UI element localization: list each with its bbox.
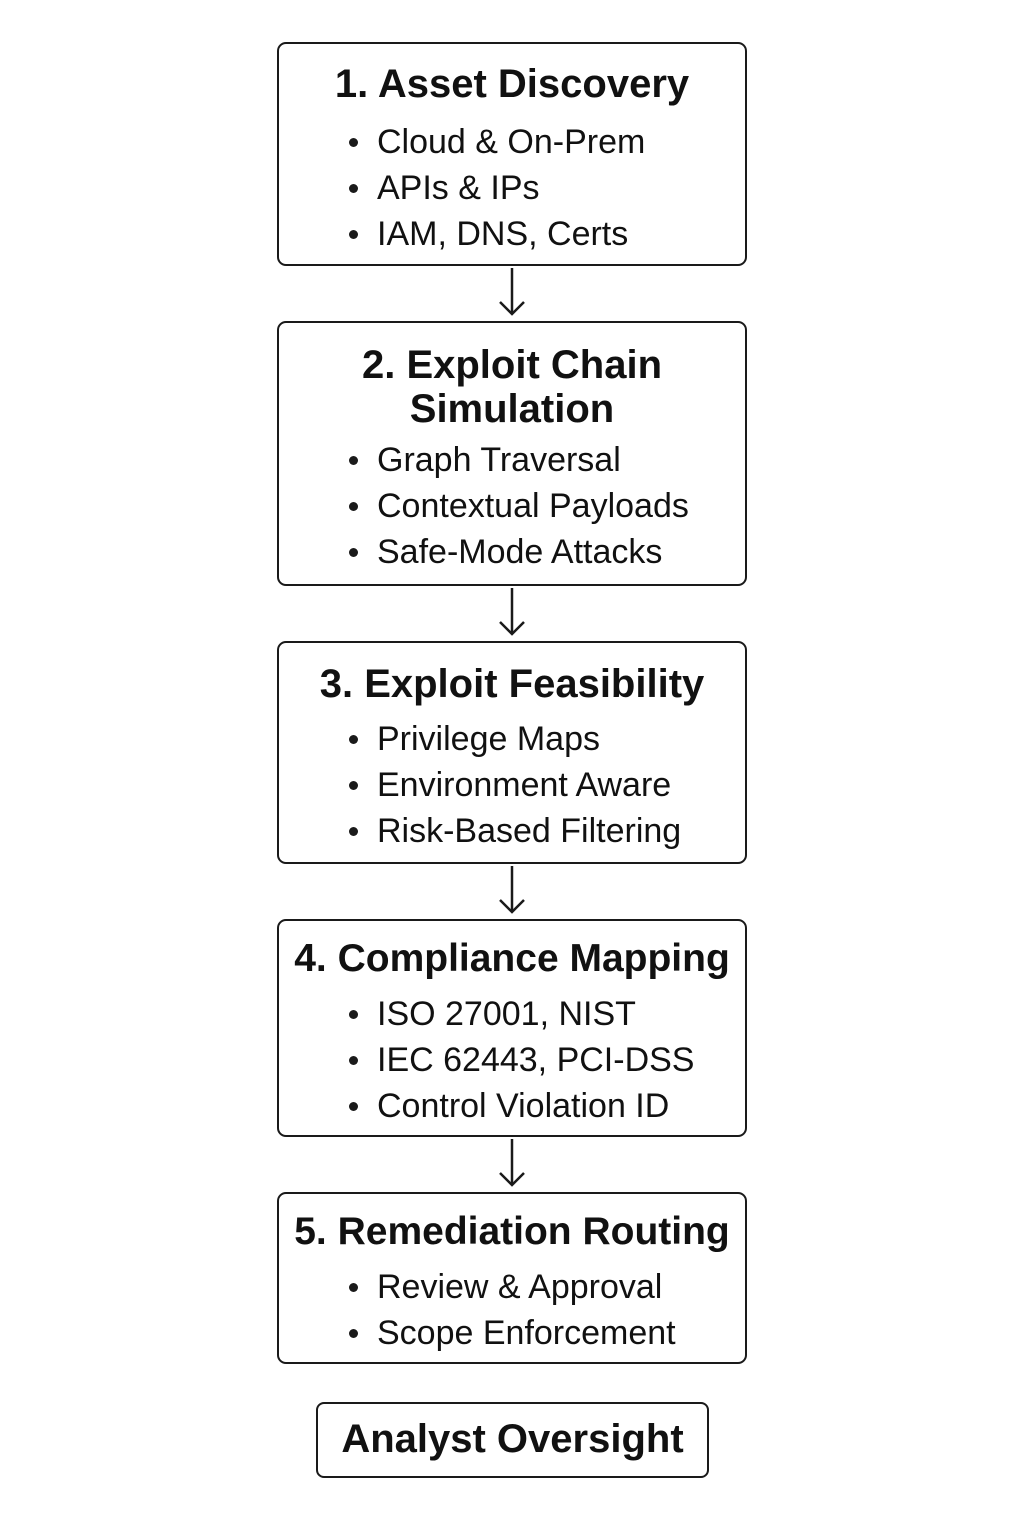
step-box-compliance-mapping bbox=[277, 919, 747, 1137]
bullet-dot-icon bbox=[349, 184, 358, 193]
bullet-text: Safe-Mode Attacks bbox=[377, 533, 663, 571]
bullet-dot-icon bbox=[349, 502, 358, 511]
bullet-dot-icon bbox=[349, 548, 358, 557]
step-title bbox=[279, 62, 745, 106]
step-box-exploit-chain-simulation bbox=[277, 321, 747, 586]
bullet-item bbox=[347, 211, 645, 257]
step-box-asset-discovery bbox=[277, 42, 747, 266]
bullet-dot-icon bbox=[349, 1056, 358, 1065]
bullet-text: Control Violation ID bbox=[377, 1087, 670, 1125]
step-title-line: 4. Compliance Mapping bbox=[294, 937, 730, 980]
step-title bbox=[279, 937, 745, 981]
step-box-remediation-routing bbox=[277, 1192, 747, 1364]
bullet-item bbox=[347, 529, 689, 575]
bullet-dot-icon bbox=[349, 456, 358, 465]
bullet-dot-icon bbox=[349, 1102, 358, 1111]
analyst-oversight-label: Analyst Oversight bbox=[341, 1417, 684, 1461]
bullet-text: Contextual Payloads bbox=[377, 487, 689, 525]
step-title bbox=[279, 1210, 745, 1254]
down-arrow-icon bbox=[497, 586, 527, 642]
bullet-item bbox=[347, 762, 681, 808]
bullet-dot-icon bbox=[349, 230, 358, 239]
step-title bbox=[279, 662, 745, 706]
bullet-dot-icon bbox=[349, 138, 358, 147]
bullet-item bbox=[347, 165, 645, 211]
bullet-text: Graph Traversal bbox=[377, 441, 621, 479]
bullet-item bbox=[347, 716, 681, 762]
bullet-item bbox=[347, 808, 681, 854]
bullet-dot-icon bbox=[349, 1283, 358, 1292]
down-arrow-icon bbox=[497, 266, 527, 322]
bullet-item bbox=[347, 991, 694, 1037]
step-title-line: 2. Exploit Chain bbox=[361, 343, 663, 387]
bullet-list bbox=[347, 991, 694, 1129]
step-box-exploit-feasibility bbox=[277, 641, 747, 864]
bullet-text: IAM, DNS, Certs bbox=[377, 215, 629, 253]
bullet-text: Review & Approval bbox=[377, 1268, 663, 1306]
step-title-line: 1. Asset Discovery bbox=[334, 62, 690, 106]
bullet-text: ISO 27001, NIST bbox=[377, 995, 636, 1033]
down-arrow-icon bbox=[497, 1137, 527, 1193]
step-title-line: Simulation bbox=[409, 387, 615, 431]
bullet-text: Privilege Maps bbox=[377, 720, 600, 758]
bullet-item bbox=[347, 437, 689, 483]
step-title-line: 3. Exploit Feasibility bbox=[319, 662, 705, 706]
bullet-text: Risk-Based Filtering bbox=[377, 812, 682, 850]
bullet-item bbox=[347, 1264, 676, 1310]
bullet-item bbox=[347, 1310, 676, 1356]
bullet-item bbox=[347, 1083, 694, 1129]
bullet-item bbox=[347, 119, 645, 165]
bullet-item bbox=[347, 483, 689, 529]
bullet-list bbox=[347, 437, 689, 575]
bullet-dot-icon bbox=[349, 735, 358, 744]
bullet-text: Cloud & On-Prem bbox=[377, 123, 646, 161]
bullet-dot-icon bbox=[349, 1010, 358, 1019]
step-title-line: 5. Remediation Routing bbox=[294, 1210, 730, 1253]
bullet-text: APIs & IPs bbox=[377, 169, 540, 207]
step-title bbox=[279, 343, 745, 431]
bullet-list bbox=[347, 1264, 676, 1356]
bullet-text: Environment Aware bbox=[377, 766, 672, 804]
bullet-list bbox=[347, 716, 681, 854]
bullet-text: Scope Enforcement bbox=[377, 1314, 676, 1352]
bullet-dot-icon bbox=[349, 827, 358, 836]
down-arrow-icon bbox=[497, 864, 527, 920]
bullet-item bbox=[347, 1037, 694, 1083]
analyst-oversight-box bbox=[316, 1402, 709, 1478]
bullet-dot-icon bbox=[349, 781, 358, 790]
bullet-list bbox=[347, 119, 645, 257]
bullet-text: IEC 62443, PCI-DSS bbox=[377, 1041, 695, 1079]
bullet-dot-icon bbox=[349, 1329, 358, 1338]
